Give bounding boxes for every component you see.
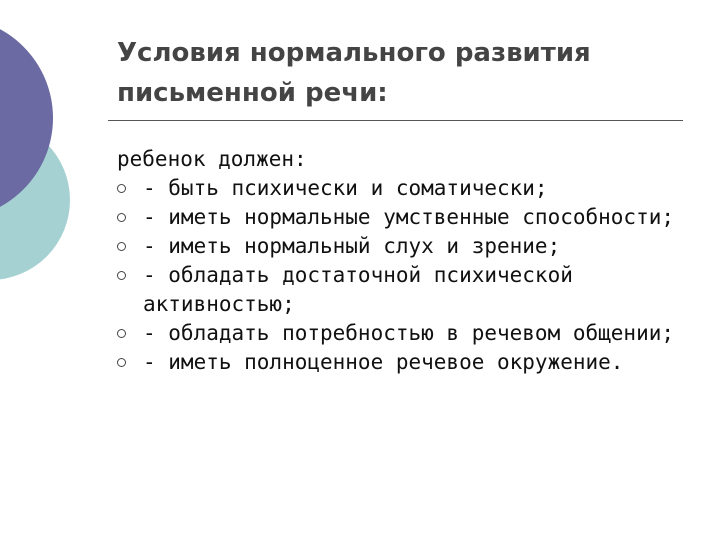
list-item-text: - иметь нормальные умственные способности; xyxy=(143,205,675,229)
title-divider xyxy=(108,120,683,121)
list-item xyxy=(117,174,677,203)
bullet-circle-icon xyxy=(117,213,126,222)
title-line-1: Условия нормального развития xyxy=(117,38,591,68)
list-item-text: - быть психически и соматически; xyxy=(143,176,548,200)
list-item xyxy=(117,348,677,377)
slide-body xyxy=(117,145,677,377)
list-item-text: - обладать потребностью в речевом общении; xyxy=(143,321,675,345)
list-item xyxy=(117,261,677,319)
list-item xyxy=(117,319,677,348)
slide-title xyxy=(117,33,677,113)
intro-text: ребенок должен: xyxy=(117,147,307,171)
list-item xyxy=(117,203,677,232)
bullet-list xyxy=(117,174,677,377)
bullet-circle-icon xyxy=(117,358,126,367)
bullet-circle-icon xyxy=(117,184,126,193)
list-item xyxy=(117,232,677,261)
title-line-2: письменной речи: xyxy=(117,78,388,108)
bullet-circle-icon xyxy=(117,271,126,280)
bullet-circle-icon xyxy=(117,242,126,251)
list-item-text: - иметь нормальный слух и зрение; xyxy=(143,234,561,258)
bullet-circle-icon xyxy=(117,329,126,338)
decorative-circles xyxy=(0,0,110,300)
list-item-text: - обладать достаточной психической активностью; xyxy=(143,263,573,316)
list-item-text: - иметь полноценное речевое окружение. xyxy=(143,350,624,374)
